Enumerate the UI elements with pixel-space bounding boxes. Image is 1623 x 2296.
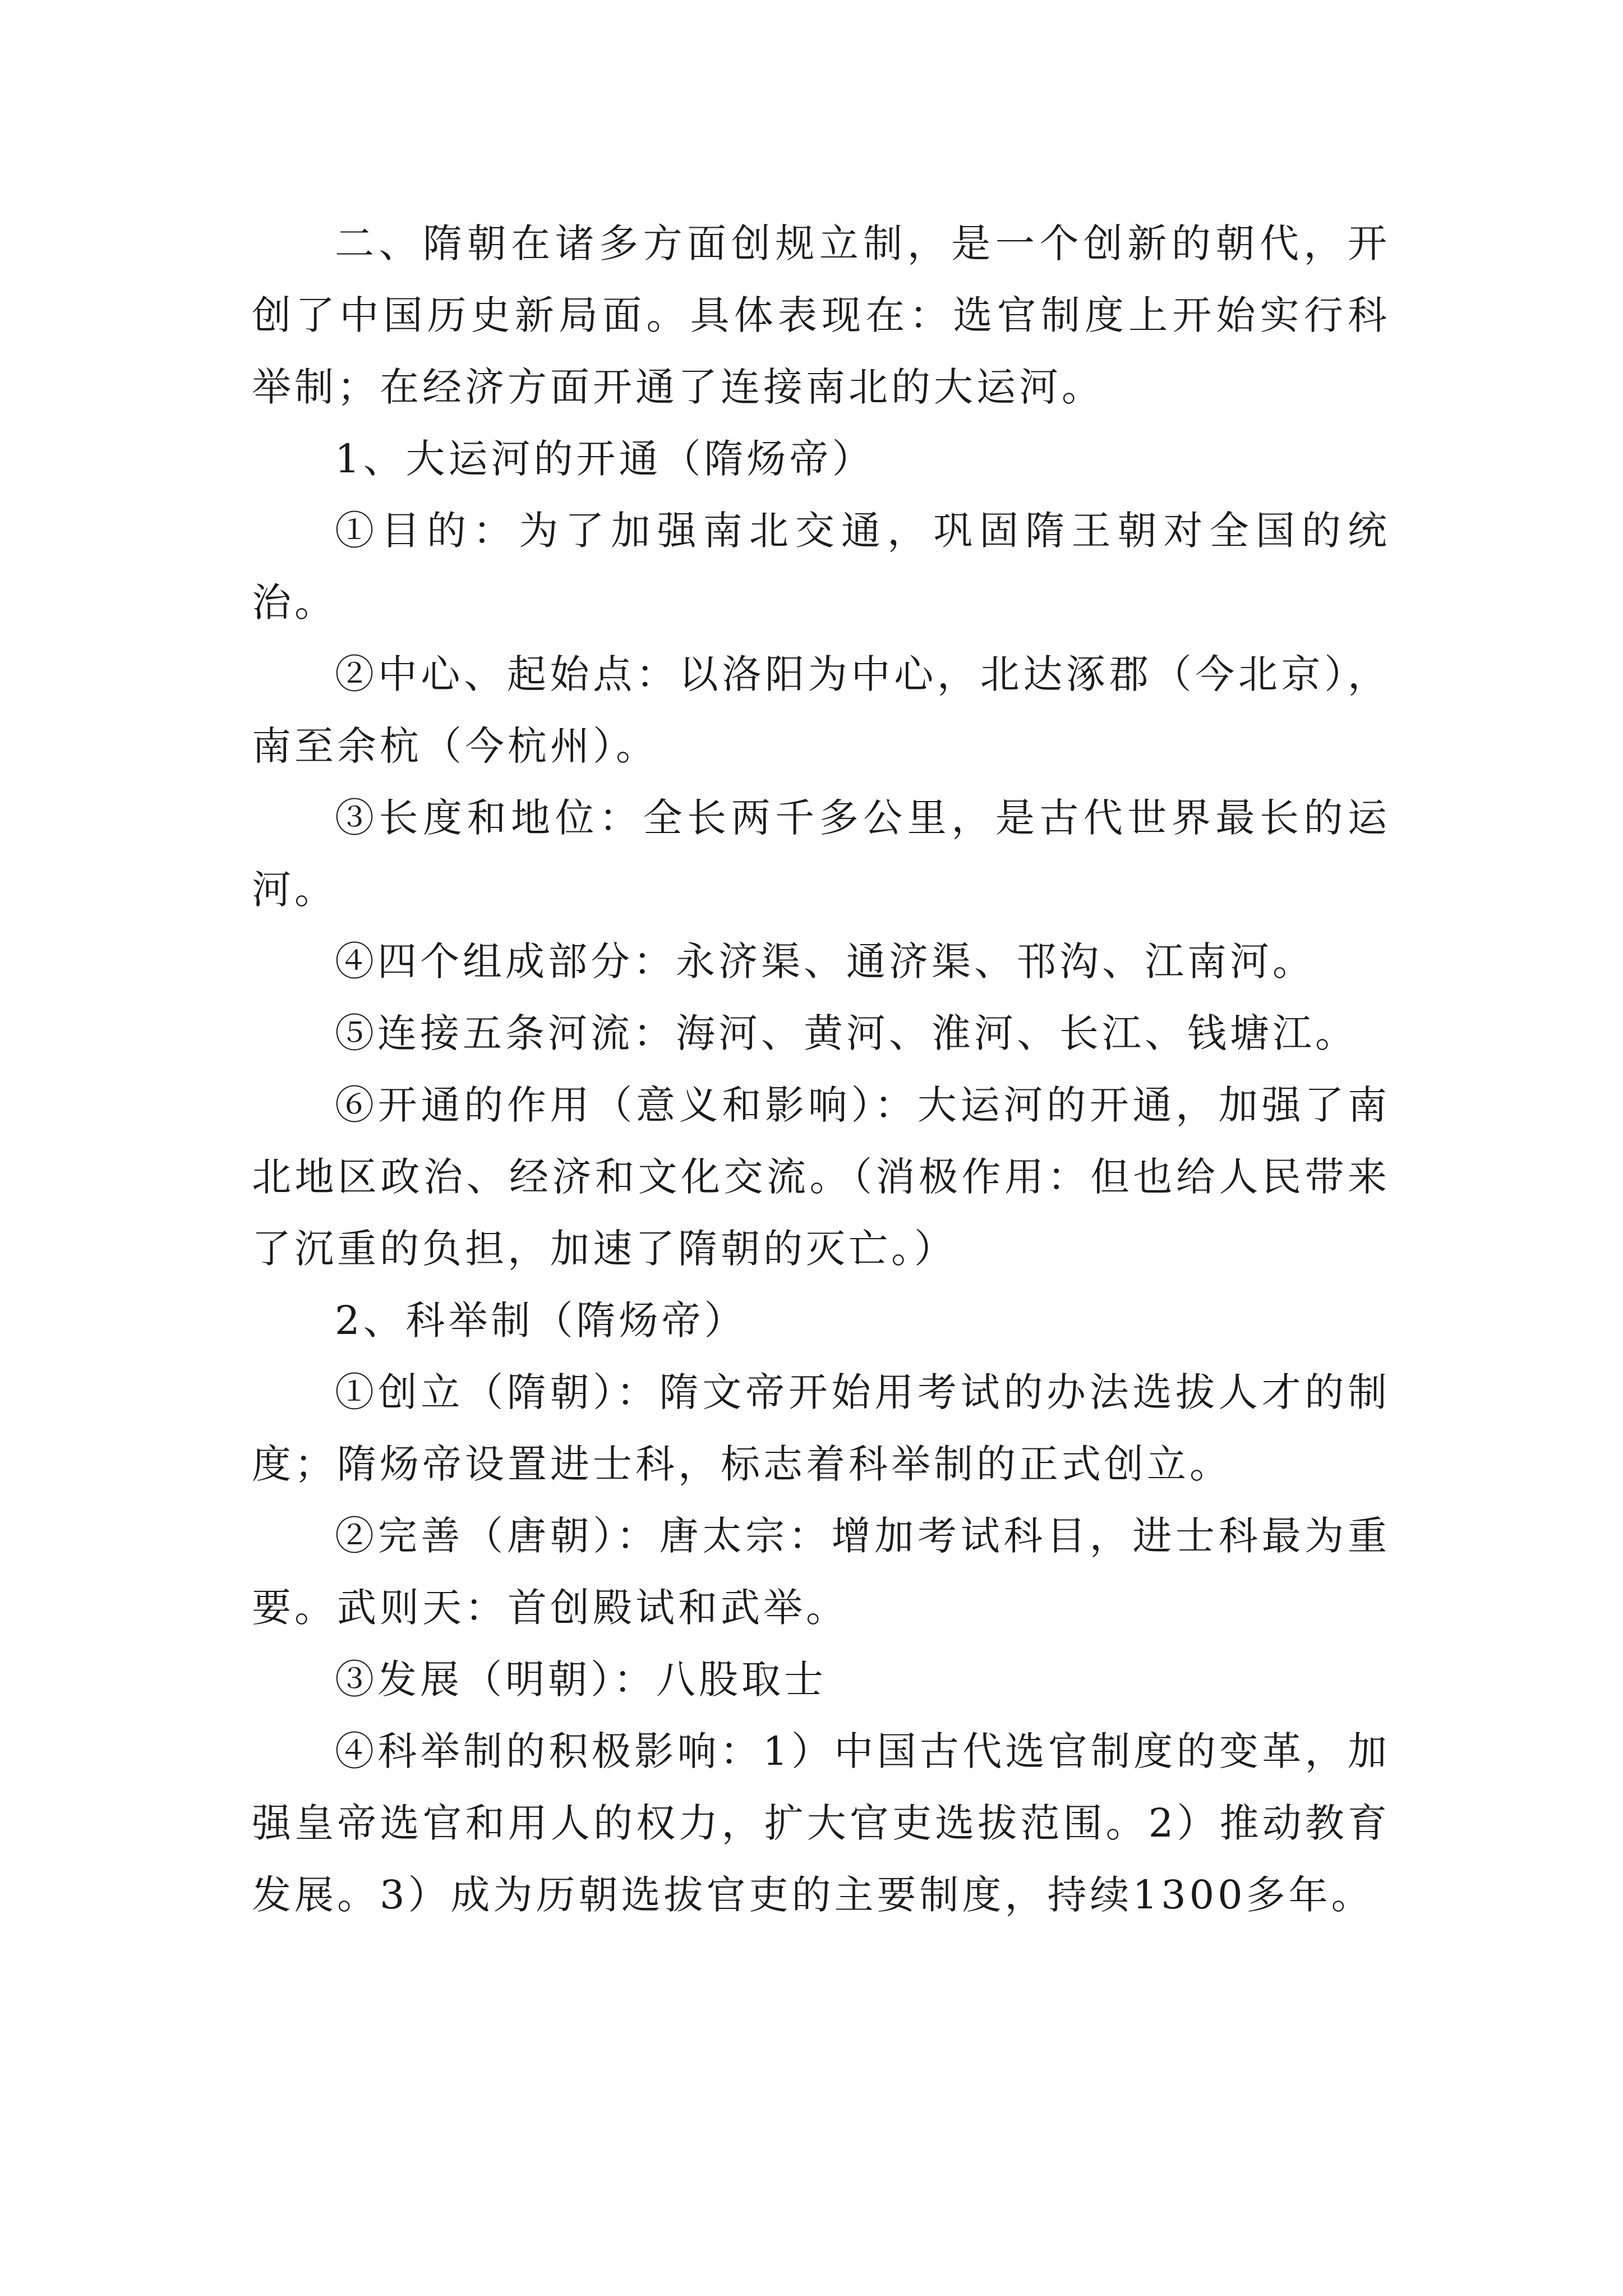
paragraph-canal-rivers: ⑤连接五条河流：海河、黄河、淮河、长江、钱塘江。: [335, 1010, 1358, 1056]
heading-grand-canal: 1、大运河的开通（隋炀帝）: [335, 436, 875, 482]
paragraph-canal-length: ③长度和地位：全长两千多公里，是古代世界最长的运河。: [252, 795, 1390, 913]
paragraph-canal-parts: ④四个组成部分：永济渠、通济渠、邗沟、江南河。: [335, 938, 1315, 984]
paragraph-intro-sui-dynasty: 二、隋朝在诸多方面创规立制，是一个创新的朝代，开创了中国历史新局面。具体表现在：选官制度上开始实行科举制；在经济方面开通了连接南北的大运河。: [252, 220, 1390, 410]
paragraph-exam-improvement: ②完善（唐朝）：唐太宗：增加考试科目，进士科最为重要。武则天：首创殿试和武举。: [252, 1513, 1390, 1631]
paragraph-canal-effect: ⑥开通的作用（意义和影响）：大运河的开通，加强了南北地区政治、经济和文化交流。（消极作用：但也给人民带来了沉重的负担，加速了隋朝的灭亡。）: [252, 1082, 1390, 1272]
paragraph-exam-founding: ①创立（隋朝）：隋文帝开始用考试的办法选拔人才的制度；隋炀帝设置进士科，标志着科举制的正式创立。: [252, 1369, 1390, 1487]
paragraph-canal-center: ②中心、起始点：以洛阳为中心，北达涿郡（今北京），南至余杭（今杭州）。: [252, 651, 1390, 769]
document-body: [252, 208, 1390, 1931]
paragraph-exam-development: ③发展（明朝）：八股取士: [335, 1657, 827, 1703]
paragraph-exam-impact: ④科举制的积极影响：1）中国古代选官制度的变革，加强皇帝选官和用人的权力，扩大官吏选拔范围。2）推动教育发展。3）成为历朝选拔官吏的主要制度，持续1300多年。: [252, 1728, 1390, 1918]
paragraph-canal-purpose: ①目的：为了加强南北交通，巩固隋王朝对全国的统治。: [252, 508, 1390, 625]
heading-imperial-exam: 2、科举制（隋炀帝）: [335, 1297, 747, 1343]
